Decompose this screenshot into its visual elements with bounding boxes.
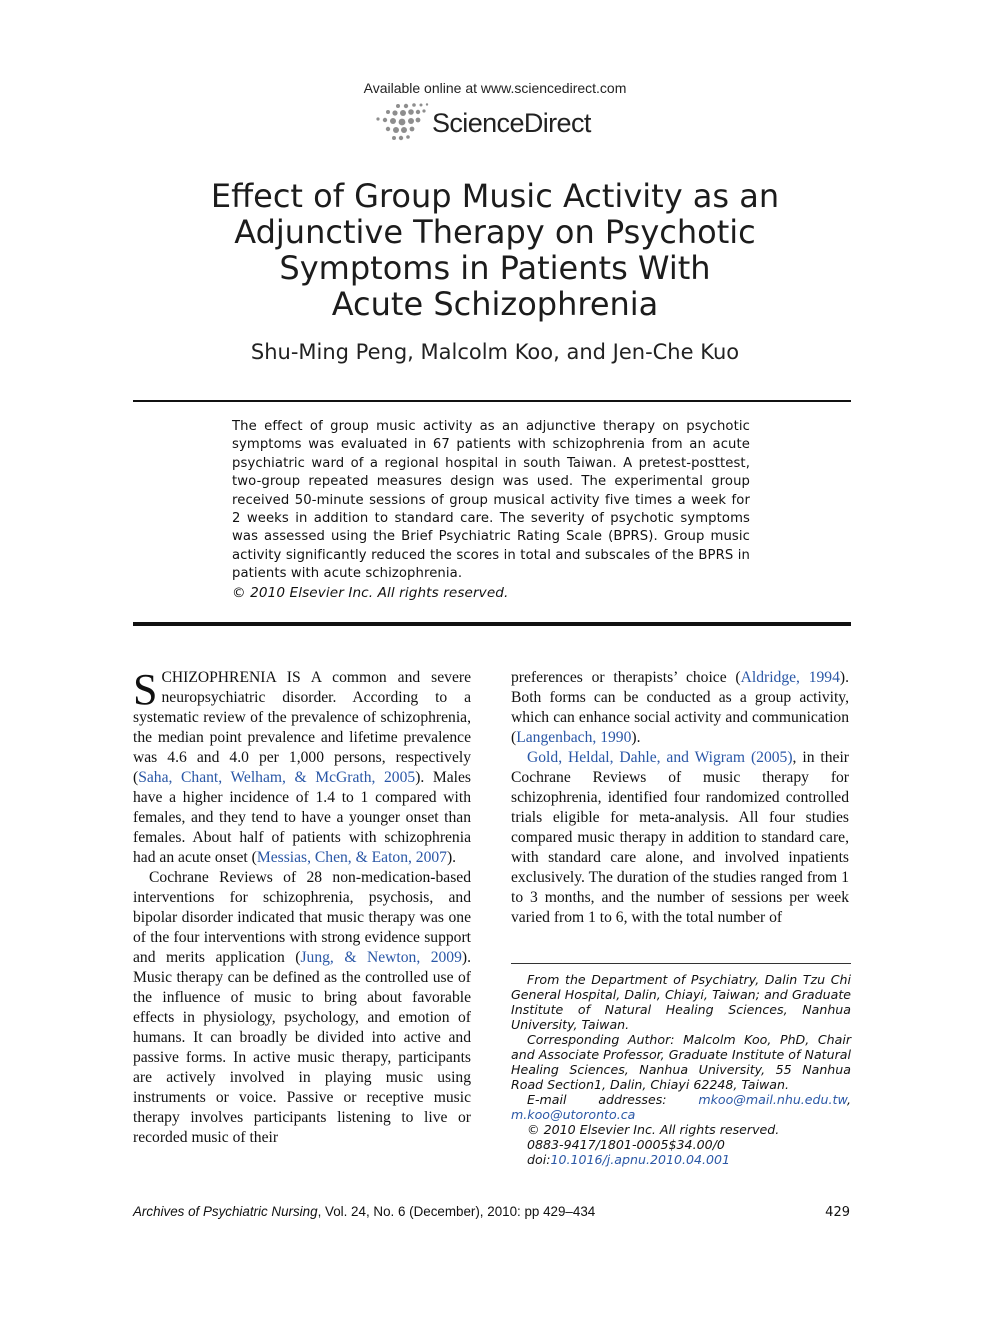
- citation-link[interactable]: Messias, Chen, & Eaton, 2007: [256, 849, 447, 866]
- footnote-emails: [511, 1092, 851, 1122]
- title-line: Symptoms in Patients With: [279, 249, 711, 287]
- footnote-copyright: © 2010 Elsevier Inc. All rights reserved.: [527, 1122, 780, 1137]
- title-line: Adjunctive Therapy on Psychotic: [234, 213, 756, 251]
- email-link[interactable]: mkoo@mail.nhu.edu.tw: [698, 1092, 847, 1107]
- paragraph-text: CHIZOPHRENIA IS A common and severe neuropsychiatric disorder. According to a systematic review of the prevalence of schizophrenia, the median point prevalence and lifetime prevalence was 4.6 and 4.0 per 1,000 persons, respectively (: [133, 669, 471, 786]
- available-online-text: Available online at www.sciencedirect.com: [363, 80, 627, 96]
- footnote-doi: [511, 1152, 851, 1167]
- abstract: [232, 418, 750, 602]
- abstract-bottom-divider: [133, 622, 851, 626]
- journal-name: Archives of Psychiatric Nursing: [133, 1204, 318, 1219]
- footnote-divider: [511, 963, 851, 964]
- footnote: [511, 972, 851, 1167]
- email-separator: ,: [846, 1092, 851, 1107]
- citation-link[interactable]: Langenbach, 1990: [516, 729, 632, 746]
- sciencedirect-logo[interactable]: [374, 100, 634, 144]
- drop-cap: S: [133, 665, 158, 714]
- paragraph-text: Cochrane Reviews of 28 non-medication-based interventions for schizophrenia, psychosis, and bipolar disorder indicated that music therapy was one of the four interventions with strong evidence support and merits application (: [133, 869, 471, 966]
- journal-citation-footer: [133, 1204, 595, 1219]
- citation-link[interactable]: Aldridge, 1994: [740, 669, 840, 686]
- body-column-right: [511, 668, 849, 928]
- body-paragraph: [133, 665, 471, 868]
- citation-link[interactable]: Saha, Chant, Welham, & McGrath, 2005: [138, 769, 416, 786]
- paragraph-text: ). Males have a higher incidence of 1.4 to 1 compared with females, and they tend to have a younger onset than females. About half of patients with schizophrenia had an acute onset (: [133, 769, 471, 866]
- article-title: [160, 178, 830, 322]
- email-label: E-mail addresses:: [527, 1092, 699, 1107]
- footnote-corresponding-author: Corresponding Author: Malcolm Koo, PhD, Chair and Associate Professor, Graduate Institute of Natural Healing Sciences, Nanhua University, 55 Nanhua Road Section1, Dalin, Chiayi 62248, Taiwan.: [511, 1032, 851, 1092]
- sciencedirect-logo-text: ScienceDirect: [432, 108, 591, 138]
- title-line: Effect of Group Music Activity as an: [210, 177, 780, 215]
- body-paragraph: [133, 868, 471, 1148]
- doi-link[interactable]: 10.1016/j.apnu.2010.04.001: [550, 1152, 731, 1167]
- paragraph-text: ).: [446, 849, 457, 866]
- paragraph-text: ).: [631, 729, 641, 746]
- paragraph-text: preferences or therapists’ choice (: [511, 669, 741, 686]
- footnote-issn: 0883-9417/1801-0005$34.00/0: [527, 1137, 725, 1152]
- citation-link[interactable]: Jung, & Newton, 2009: [300, 949, 462, 966]
- doi-label: doi:: [527, 1152, 551, 1167]
- citation-link[interactable]: Gold, Heldal, Dahle, and Wigram (2005): [527, 749, 793, 766]
- body-column-left: [133, 665, 471, 1148]
- body-paragraph: [511, 748, 849, 928]
- journal-citation: , Vol. 24, No. 6 (December), 2010: pp 429–434: [317, 1204, 596, 1219]
- abstract-copyright: © 2010 Elsevier Inc. All rights reserved.: [232, 584, 509, 601]
- abstract-text: The effect of group music activity as an adjunctive therapy on psychotic symptoms was evaluated in 67 patients with schizophrenia from an acute psychiatric ward of a regional hospital in south Taiwan. A pretest-posttest, two-group repeated measures design was used. The experimental group received 50-minute sessions of group musical activity five times a week for 2 weeks in addition to standard care. The severity of psychotic symptoms was assessed using the Brief Psychiatric Rating Scale (BPRS). Group music activity significantly reduced the scores in total and subscales of the BPRS in patients with acute schizophrenia.: [232, 419, 750, 582]
- footnote-affiliation: From the Department of Psychiatry, Dalin Tzu Chi General Hospital, Dalin, Chiayi, Taiwan; and Graduate Institute of Natural Healing Sciences, Nanhua University, Taiwan.: [511, 972, 851, 1032]
- email-link[interactable]: m.koo@utoronto.ca: [511, 1107, 636, 1122]
- body-paragraph: [511, 668, 849, 748]
- page-number: 429: [825, 1205, 850, 1220]
- sciencedirect-dots-logo-icon: [374, 102, 430, 142]
- paragraph-text: ). Both forms can be conducted as a group activity, which can enhance social activity and communication (: [511, 669, 849, 746]
- title-line: Acute Schizophrenia: [331, 285, 659, 323]
- paragraph-text: ). Music therapy can be defined as the controlled use of the influence of music to bring about favorable effects in physiology, psychology, and emotion of humans. It can broadly be divided into active and passive forms. In active music therapy, participants are actively involved in playing music using instruments or voice. Passive or receptive music therapy involves participants listening to live or recorded music of their: [133, 949, 471, 1146]
- abstract-top-divider: [133, 400, 851, 402]
- paragraph-text: , in their Cochrane Reviews of music therapy for schizophrenia, identified four randomized controlled trials eligible for meta-analysis. All four studies compared music therapy in addition to standard care, with standard care alone, and involved inpatients exclusively. The duration of the studies ranged from 1 to 3 months, and the number of sessions per week varied from 1 to 6, with the total number of: [511, 749, 849, 926]
- author-list: Shu-Ming Peng, Malcolm Koo, and Jen-Che Kuo: [250, 340, 740, 364]
